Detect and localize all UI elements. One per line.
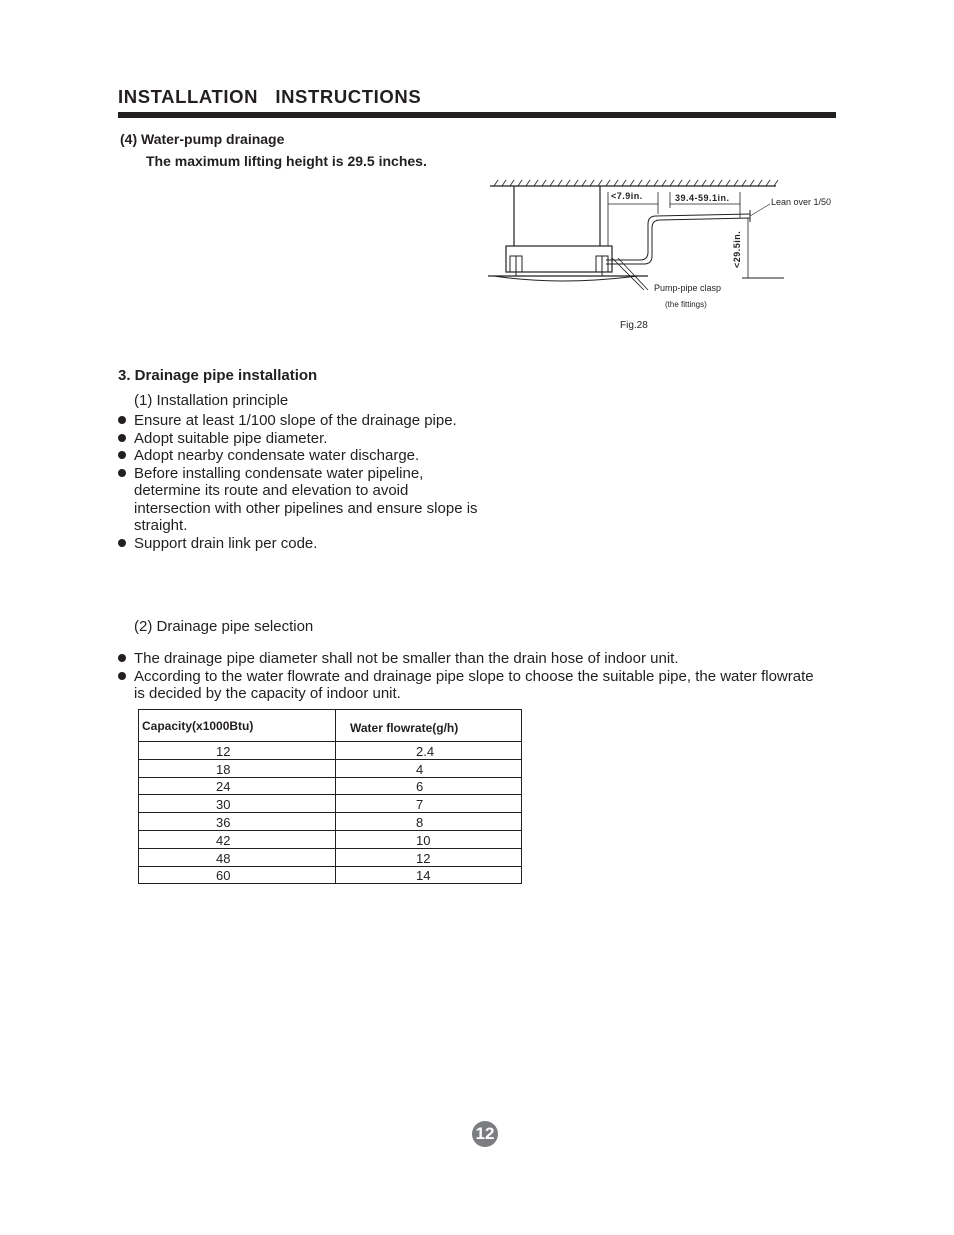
principle-list — [118, 412, 488, 552]
flowrate-cell: 8 — [336, 813, 522, 831]
header-rule — [118, 112, 836, 118]
selection-list — [118, 650, 828, 703]
figure-caption: Fig.28 — [620, 320, 648, 331]
flowrate-cell: 6 — [336, 777, 522, 795]
capacity-cell: 12 — [139, 742, 336, 760]
bullet-icon — [118, 416, 126, 424]
bullet-icon — [118, 469, 126, 477]
list-item: Adopt nearby condensate water discharge. — [118, 447, 488, 465]
flowrate-cell: 12 — [336, 848, 522, 866]
table-row — [139, 742, 522, 760]
dim-long-label: 39.4-59.1in. — [675, 193, 730, 203]
table-row — [139, 830, 522, 848]
dim-vertical-label: <29.5in. — [732, 230, 742, 268]
page-number: 12 — [472, 1121, 498, 1147]
dim-short-label: <7.9in. — [611, 191, 643, 201]
page-title: INSTALLATION INSTRUCTIONS — [118, 86, 422, 107]
fittings-label: (the fittings) — [665, 300, 707, 309]
list-item: The drainage pipe diameter shall not be smaller than the drain hose of indoor unit. — [118, 650, 828, 668]
flowrate-cell: 14 — [336, 866, 522, 884]
selection-title: (2) Drainage pipe selection — [134, 618, 314, 635]
principle-title: (1) Installation principle — [134, 392, 289, 409]
list-item: According to the water flowrate and drainage pipe slope to choose the suitable pipe, the water flowrate is decided by the capacity of indoor unit. — [118, 668, 828, 703]
lean-label: Lean over 1/50 — [771, 197, 832, 207]
section-heading: 3. Drainage pipe installation — [118, 367, 318, 384]
table-row — [139, 813, 522, 831]
column-header: Capacity(x1000Btu) — [139, 710, 336, 742]
capacity-cell: 24 — [139, 777, 336, 795]
bullet-icon — [118, 539, 126, 547]
flowrate-cell: 4 — [336, 759, 522, 777]
bullet-icon — [118, 434, 126, 442]
clasp-label: Pump-pipe clasp — [654, 283, 722, 293]
capacity-cell: 60 — [139, 866, 336, 884]
flowrate-cell: 7 — [336, 795, 522, 813]
table-row — [139, 759, 522, 777]
table-row — [139, 848, 522, 866]
table-row — [139, 866, 522, 884]
flowrate-cell: 10 — [336, 830, 522, 848]
pump-heading: (4) Water-pump drainage — [120, 131, 285, 147]
list-item: Adopt suitable pipe diameter. — [118, 430, 488, 448]
flowrate-table — [138, 709, 522, 884]
table-row — [139, 777, 522, 795]
flowrate-cell: 2.4 — [336, 742, 522, 760]
capacity-cell: 36 — [139, 813, 336, 831]
capacity-cell: 48 — [139, 848, 336, 866]
capacity-cell: 42 — [139, 830, 336, 848]
table-row — [139, 795, 522, 813]
list-item: Ensure at least 1/100 slope of the drainage pipe. — [118, 412, 488, 430]
capacity-cell: 18 — [139, 759, 336, 777]
list-item: Before installing condensate water pipeline, determine its route and elevation to avoid intersection with other pipelines and ensure slope is straight. — [118, 465, 488, 535]
bullet-icon — [118, 672, 126, 680]
table-header-row — [139, 710, 522, 742]
bullet-icon — [118, 451, 126, 459]
pump-note: The maximum lifting height is 29.5 inches. — [146, 153, 427, 169]
bullet-icon — [118, 654, 126, 662]
column-header: Water flowrate(g/h) — [336, 710, 522, 742]
list-item: Support drain link per code. — [118, 535, 488, 553]
capacity-cell: 30 — [139, 795, 336, 813]
drainage-figure — [488, 178, 838, 338]
